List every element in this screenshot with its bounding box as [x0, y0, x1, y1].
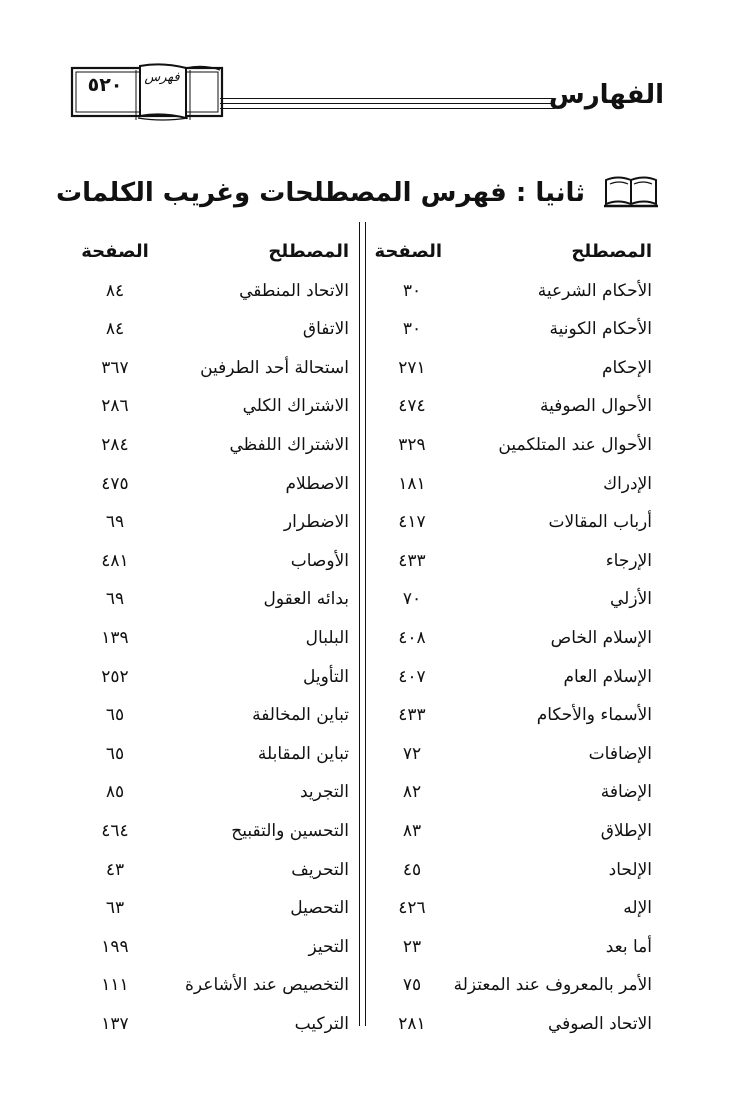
index-page: ٤٥: [402, 859, 422, 880]
index-row: [80, 973, 355, 1012]
index-row: [370, 510, 660, 549]
index-page: ٦٥: [105, 743, 125, 764]
index-page: ٤٣: [105, 859, 125, 880]
index-term: الإدراك: [603, 473, 652, 494]
index-page: ٤١٧: [398, 512, 426, 533]
index-term: تباين المخالفة: [252, 705, 349, 726]
index-page: ٨٣: [402, 820, 422, 841]
index-page: ١١١: [101, 975, 129, 996]
index-page: ٢٨٦: [101, 396, 129, 417]
index-page: ٦٩: [105, 589, 125, 610]
index-row: [370, 587, 660, 626]
index-term: الأزلي: [610, 589, 652, 610]
index-row: [370, 780, 660, 819]
index-row: [370, 626, 660, 665]
index-page: ١٣٧: [101, 1013, 129, 1034]
index-page: ٨٤: [105, 280, 125, 301]
index-page: ٢٥٢: [101, 666, 129, 687]
index-term: الإسلام العام: [563, 666, 652, 687]
header-title: الفهارس: [548, 80, 664, 110]
index-row: [370, 703, 660, 742]
index-page: ٦٩: [105, 512, 125, 533]
index-term: أما بعد: [605, 936, 652, 957]
index-page: ٨٤: [105, 319, 125, 340]
index-row: [80, 472, 355, 511]
index-page: ٣٢٩: [398, 434, 426, 455]
index-term: البلبال: [305, 627, 349, 648]
index-row: [370, 973, 660, 1012]
index-term: الأحكام الكونية: [549, 319, 652, 340]
index-row: [80, 819, 355, 858]
index-term: الاشتراك اللفظي: [229, 434, 349, 455]
index-term: الإرجاء: [605, 550, 652, 571]
index-page: ٢٣: [402, 936, 422, 957]
index-row: [370, 858, 660, 897]
index-row: [370, 317, 660, 356]
term-header: المصطلح: [571, 241, 652, 262]
index-page: ٢٧١: [398, 357, 426, 378]
index-term: الأمر بالمعروف عند المعتزلة: [453, 975, 652, 996]
index-page: ٤٦٤: [101, 820, 129, 841]
index-page: ٢٨٤: [101, 434, 129, 455]
index-page: ٤٣٣: [398, 550, 426, 571]
index-term: التأويل: [302, 666, 349, 687]
index-term: الاتفاق: [302, 319, 349, 340]
index-page: ٤٣٣: [398, 705, 426, 726]
index-term: الاشتراك الكلي: [242, 396, 349, 417]
index-row: [370, 742, 660, 781]
index-row: [80, 587, 355, 626]
index-row: [80, 279, 355, 318]
badge-label: فهرس: [144, 70, 180, 85]
section-heading: [56, 172, 660, 222]
index-row: [370, 279, 660, 318]
index-term: التخصيص عند الأشاعرة: [185, 975, 349, 996]
index-term: الأحوال الصوفية: [540, 396, 652, 417]
index-row: [370, 472, 660, 511]
index-term: الإله: [623, 898, 652, 919]
index-page: ٤٧٤: [398, 396, 426, 417]
index-page: ٤٨١: [101, 550, 129, 571]
column-header: [370, 240, 660, 279]
index-page: ٨٥: [105, 782, 125, 803]
index-row: [80, 510, 355, 549]
index-page: ٧٥: [402, 975, 422, 996]
index-term: الأوصاب: [290, 550, 349, 571]
index-row: [370, 394, 660, 433]
index-term: الإسلام الخاص: [550, 627, 652, 648]
index-term: الإضافة: [600, 782, 652, 803]
index-row: [370, 935, 660, 974]
section-title: ثانيا : فهرس المصطلحات وغريب الكلمات: [56, 178, 585, 208]
index-term: الاتحاد الصوفي: [547, 1013, 652, 1034]
page-number: ٥٢٠: [87, 74, 123, 96]
index-term: الإلحاد: [608, 859, 652, 880]
index-row: [370, 549, 660, 588]
index-column-left: [80, 240, 355, 1050]
page-header: الصفحة: [81, 241, 149, 262]
index-term: بدائه العقول: [263, 589, 349, 610]
index-page: ٤٠٨: [398, 627, 426, 648]
index-row: [370, 356, 660, 395]
page-header: الصفحة: [374, 241, 442, 262]
index-row: [370, 665, 660, 704]
index-page: ٧٢: [402, 743, 422, 764]
index-row: [80, 935, 355, 974]
index-term: التركيب: [294, 1013, 349, 1034]
header-rules: [220, 98, 555, 113]
index-row: [370, 1012, 660, 1051]
term-header: المصطلح: [268, 241, 349, 262]
index-page: ٤٠٧: [398, 666, 426, 687]
index-term: التحريف: [291, 859, 349, 880]
index-page: ٢٨١: [398, 1013, 426, 1034]
index-row: [80, 317, 355, 356]
index-page: ٦٣: [105, 898, 125, 919]
page-number-badge: [70, 60, 230, 130]
index-page: ٣٦٧: [101, 357, 129, 378]
running-header: [0, 0, 752, 140]
index-row: [80, 780, 355, 819]
index-row: [80, 549, 355, 588]
index-page: ٨٢: [402, 782, 422, 803]
index-row: [80, 858, 355, 897]
index-term: الاتحاد المنطقي: [239, 280, 349, 301]
index-page: ١٩٩: [101, 936, 129, 957]
index-term: التحسين والتقبيح: [231, 820, 349, 841]
index-term: التحصيل: [290, 898, 349, 919]
index-term: الأحوال عند المتلكمين: [498, 434, 652, 455]
index-column-right: [370, 240, 660, 1050]
index-page: ٤٧٥: [101, 473, 129, 494]
index-page: ٦٥: [105, 705, 125, 726]
index-row: [80, 742, 355, 781]
index-row: [80, 665, 355, 704]
index-term: التحيز: [308, 936, 349, 957]
index-term: استحالة أحد الطرفين: [200, 357, 349, 378]
index-term: الإطلاق: [600, 820, 652, 841]
index-page: ١٣٩: [101, 627, 129, 648]
index-row: [80, 394, 355, 433]
index-term: الاضطرار: [283, 512, 349, 533]
index-row: [80, 703, 355, 742]
index-page: ٧٠: [402, 589, 422, 610]
index-term: أرباب المقالات: [548, 512, 652, 533]
index-row: [80, 356, 355, 395]
index-page: ٤٢٦: [398, 898, 426, 919]
index-page: ٣٠: [402, 280, 422, 301]
index-row: [80, 626, 355, 665]
column-header: [80, 240, 355, 279]
index-page: ٣٠: [402, 319, 422, 340]
open-book-icon: [602, 172, 660, 208]
index-term: الإضافات: [588, 743, 652, 764]
index-term: التجريد: [299, 782, 349, 803]
index-term: الاصطلام: [285, 473, 349, 494]
index-row: [370, 896, 660, 935]
index-row: [370, 433, 660, 472]
index-term: الإحكام: [601, 357, 652, 378]
index-row: [80, 896, 355, 935]
index-page: ١٨١: [398, 473, 426, 494]
index-row: [80, 1012, 355, 1051]
index-term: تباين المقابلة: [257, 743, 349, 764]
index-row: [370, 819, 660, 858]
column-divider: [359, 222, 366, 1026]
index-term: الأحكام الشرعية: [537, 280, 652, 301]
index-term: الأسماء والأحكام: [536, 705, 652, 726]
index-row: [80, 433, 355, 472]
